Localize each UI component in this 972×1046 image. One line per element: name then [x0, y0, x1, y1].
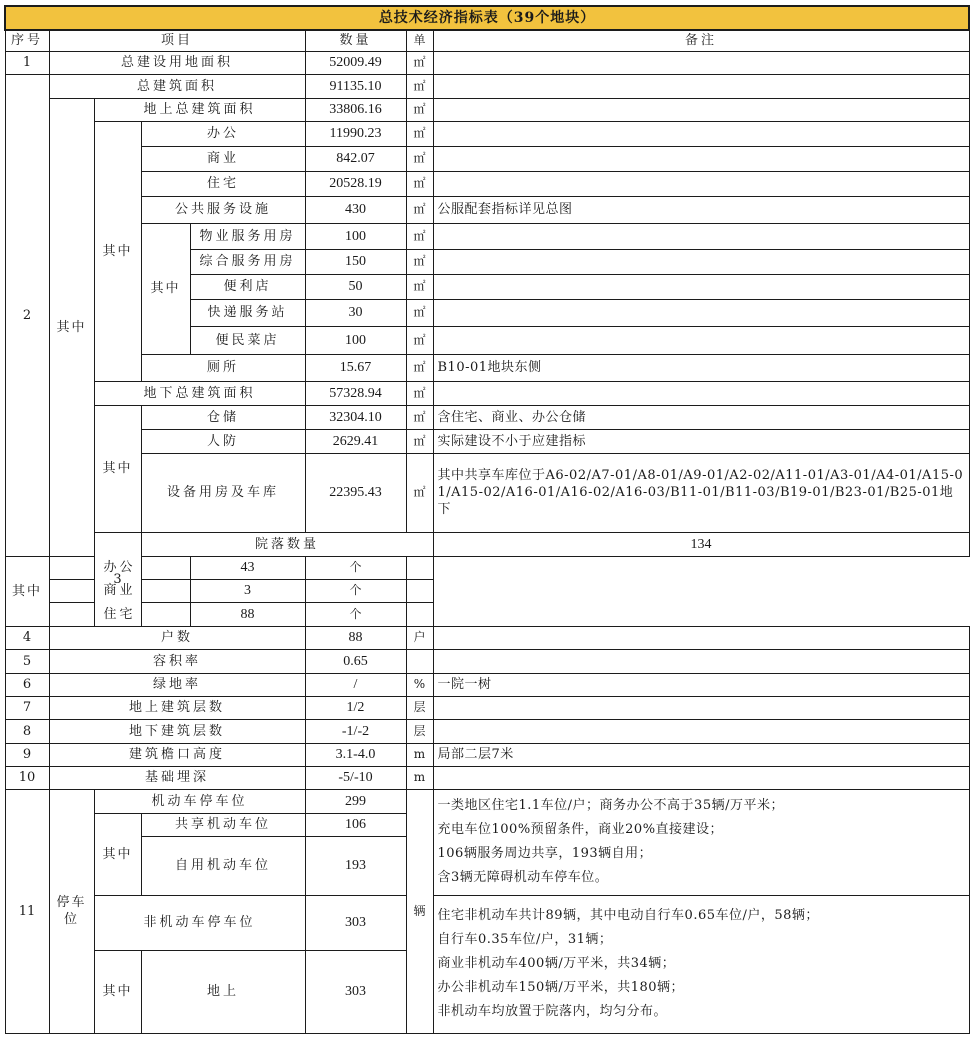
- row-quantity[interactable]: 2629.41: [305, 429, 406, 453]
- row-quantity[interactable]: 15.67: [305, 354, 406, 381]
- row-unit[interactable]: %: [406, 673, 433, 696]
- table-row: [5, 579, 969, 602]
- table-row: [5, 381, 969, 405]
- row-quantity[interactable]: 32304.10: [305, 405, 406, 429]
- row-unit[interactable]: ㎡: [406, 121, 433, 146]
- header-index[interactable]: 序号: [5, 30, 49, 51]
- row-index[interactable]: 9: [5, 743, 49, 766]
- row-unit[interactable]: ㎡: [406, 146, 433, 171]
- row-note[interactable]: 含住宅、商业、办公仓储: [433, 405, 969, 429]
- row-unit[interactable]: m: [406, 766, 433, 789]
- row-unit[interactable]: 层: [406, 696, 433, 719]
- row-unit[interactable]: ㎡: [406, 196, 433, 223]
- note-line: 含3辆无障碍机动车停车位。: [437, 870, 609, 885]
- row-unit[interactable]: [406, 649, 433, 673]
- table-row: [5, 74, 969, 98]
- header-note[interactable]: 备注: [433, 30, 969, 51]
- economic-indicators-table: [4, 5, 970, 1034]
- row-item[interactable]: 商业: [141, 146, 305, 171]
- table-row: [5, 354, 969, 381]
- row-quantity[interactable]: 106: [305, 813, 406, 836]
- row-note[interactable]: [433, 649, 969, 673]
- spreadsheet-view: [4, 5, 968, 1034]
- row-item[interactable]: 自用机动车位: [141, 836, 305, 895]
- row-unit[interactable]: 户: [406, 626, 433, 649]
- row-unit[interactable]: ㎡: [406, 354, 433, 381]
- table-row: [5, 121, 969, 146]
- table-row: [5, 649, 969, 673]
- row-note[interactable]: 其中共享车库位于A6-02/A7-01/A8-01/A9-01/A2-02/A11-01/A3-01/A4-01/A15-01/A15-02/A16-01/A16-02/A16-03/B11-01/B11-03/B19-01/B23-01/B25-01地下: [433, 453, 969, 532]
- row-item[interactable]: 地上: [141, 950, 305, 1033]
- row-item[interactable]: 非机动车停车位: [94, 895, 305, 950]
- row-item[interactable]: 物业服务用房: [190, 223, 305, 249]
- row-note[interactable]: [433, 249, 969, 274]
- row-note[interactable]: [433, 326, 969, 354]
- row-item[interactable]: 地上总建筑面积: [94, 98, 305, 121]
- row-item[interactable]: 商业: [49, 579, 190, 602]
- row-quantity[interactable]: 11990.23: [305, 121, 406, 146]
- row-item[interactable]: 厕所: [141, 354, 305, 381]
- sub-label[interactable]: 其中: [94, 950, 141, 1033]
- sub-label[interactable]: 其中: [49, 98, 94, 556]
- note-line: 商业非机动车400辆/万平米，共34辆；: [437, 956, 676, 971]
- table-row: [5, 196, 969, 223]
- row-quantity[interactable]: 303: [305, 895, 406, 950]
- header-unit[interactable]: 单: [406, 30, 433, 51]
- row-note[interactable]: [433, 719, 969, 743]
- row-index[interactable]: 6: [5, 673, 49, 696]
- row-item[interactable]: 住宅: [49, 602, 190, 626]
- row-unit[interactable]: ㎡: [406, 274, 433, 299]
- row-index[interactable]: 1: [5, 51, 49, 74]
- row-quantity[interactable]: 50: [305, 274, 406, 299]
- row-note[interactable]: [433, 696, 969, 719]
- note-line: 自行车0.35车位/户，31辆；: [437, 932, 613, 947]
- row-quantity[interactable]: 88: [190, 602, 305, 626]
- row-item[interactable]: 仓储: [141, 405, 305, 429]
- table-row: [5, 532, 969, 556]
- row-quantity[interactable]: 100: [305, 223, 406, 249]
- row-unit[interactable]: 个: [305, 602, 406, 626]
- header-row: [5, 30, 969, 51]
- row-item[interactable]: 办公: [49, 556, 190, 579]
- row-quantity[interactable]: -1/-2: [305, 719, 406, 743]
- table-row: [5, 789, 969, 813]
- nonmotor-notes[interactable]: [433, 895, 969, 1033]
- sub-label[interactable]: 其中: [94, 813, 141, 895]
- row-unit[interactable]: ㎡: [406, 381, 433, 405]
- sub-label[interactable]: 其中: [94, 121, 141, 381]
- row-item[interactable]: 院落数量: [141, 532, 433, 556]
- note-line: 106辆服务周边共享，193辆自用；: [437, 846, 653, 861]
- row-index[interactable]: 10: [5, 766, 49, 789]
- table-row: [5, 895, 969, 950]
- row-note[interactable]: [433, 274, 969, 299]
- table-row: [5, 626, 969, 649]
- row-quantity[interactable]: 430: [305, 196, 406, 223]
- row-note[interactable]: B10-01地块东侧: [433, 354, 969, 381]
- table-row: [5, 673, 969, 696]
- row-item[interactable]: 地下建筑层数: [49, 719, 305, 743]
- row-item[interactable]: 机动车停车位: [94, 789, 305, 813]
- row-quantity[interactable]: 52009.49: [305, 51, 406, 74]
- row-quantity[interactable]: 22395.43: [305, 453, 406, 532]
- row-index[interactable]: 5: [5, 649, 49, 673]
- row-quantity[interactable]: 0.65: [305, 649, 406, 673]
- row-item[interactable]: 地上建筑层数: [49, 696, 305, 719]
- group-label[interactable]: 停车位: [49, 789, 94, 1033]
- row-item[interactable]: 地下总建筑面积: [94, 381, 305, 405]
- row-item[interactable]: 综合服务用房: [190, 249, 305, 274]
- row-quantity[interactable]: 134: [433, 532, 969, 556]
- row-unit[interactable]: ㎡: [406, 51, 433, 74]
- row-item[interactable]: 便利店: [190, 274, 305, 299]
- row-note[interactable]: 公服配套指标详见总图: [433, 196, 969, 223]
- row-note[interactable]: 一院一树: [433, 673, 969, 696]
- note-line: 一类地区住宅1.1车位/户；商务办公不高于35辆/万平米；: [437, 798, 784, 813]
- row-index[interactable]: 3: [94, 532, 141, 626]
- row-item[interactable]: 总建设用地面积: [49, 51, 305, 74]
- row-note[interactable]: [406, 602, 433, 626]
- row-unit[interactable]: m: [406, 743, 433, 766]
- table-row: [5, 743, 969, 766]
- row-quantity[interactable]: 842.07: [305, 146, 406, 171]
- row-note[interactable]: [433, 171, 969, 196]
- row-index[interactable]: 7: [5, 696, 49, 719]
- row-quantity[interactable]: 43: [190, 556, 305, 579]
- row-note[interactable]: [433, 626, 969, 649]
- row-quantity[interactable]: 3.1-4.0: [305, 743, 406, 766]
- row-quantity[interactable]: 3: [190, 579, 305, 602]
- header-quantity[interactable]: 数量: [305, 30, 406, 51]
- row-item[interactable]: 共享机动车位: [141, 813, 305, 836]
- table-title[interactable]: 总技术经济指标表（39个地块）: [5, 6, 969, 30]
- motor-notes[interactable]: [433, 789, 969, 895]
- table-row: [5, 98, 969, 121]
- row-note[interactable]: [433, 51, 969, 74]
- row-note[interactable]: [433, 98, 969, 121]
- table-row: [5, 171, 969, 196]
- row-index[interactable]: 8: [5, 719, 49, 743]
- row-note[interactable]: [433, 223, 969, 249]
- table-row: [5, 146, 969, 171]
- row-note[interactable]: [433, 381, 969, 405]
- row-note[interactable]: [433, 121, 969, 146]
- row-note[interactable]: 局部二层7米: [433, 743, 969, 766]
- row-quantity[interactable]: 100: [305, 326, 406, 354]
- row-unit[interactable]: ㎡: [406, 223, 433, 249]
- row-quantity[interactable]: 91135.10: [305, 74, 406, 98]
- row-item[interactable]: 户数: [49, 626, 305, 649]
- row-unit[interactable]: 个: [305, 579, 406, 602]
- row-unit[interactable]: ㎡: [406, 453, 433, 532]
- sub-label[interactable]: 其中: [141, 223, 190, 354]
- sub-label[interactable]: 其中: [94, 405, 141, 532]
- row-unit[interactable]: ㎡: [406, 326, 433, 354]
- note-line: 办公非机动车150辆/万平米，共180辆；: [437, 980, 685, 995]
- row-quantity[interactable]: 20528.19: [305, 171, 406, 196]
- row-quantity[interactable]: 30: [305, 299, 406, 326]
- row-index[interactable]: 11: [5, 789, 49, 1033]
- row-quantity[interactable]: 88: [305, 626, 406, 649]
- table-row: [5, 51, 969, 74]
- row-quantity[interactable]: 303: [305, 950, 406, 1033]
- row-item[interactable]: 设备用房及车库: [141, 453, 305, 532]
- note-line: 充电车位100%预留条件，商业20%直接建设；: [437, 822, 724, 837]
- row-unit[interactable]: ㎡: [406, 429, 433, 453]
- table-row: [5, 556, 969, 579]
- row-item[interactable]: 办公: [141, 121, 305, 146]
- table-row: [5, 719, 969, 743]
- row-item[interactable]: 绿地率: [49, 673, 305, 696]
- table-row: [5, 602, 969, 626]
- row-quantity[interactable]: 193: [305, 836, 406, 895]
- row-unit[interactable]: ㎡: [406, 171, 433, 196]
- table-row: [5, 696, 969, 719]
- row-quantity[interactable]: 33806.16: [305, 98, 406, 121]
- row-unit[interactable]: ㎡: [406, 249, 433, 274]
- row-unit[interactable]: ㎡: [406, 98, 433, 121]
- table-row: [5, 429, 969, 453]
- row-item[interactable]: 快递服务站: [190, 299, 305, 326]
- row-note[interactable]: [433, 74, 969, 98]
- row-unit[interactable]: 辆: [406, 789, 433, 1033]
- row-unit[interactable]: ㎡: [406, 299, 433, 326]
- row-quantity[interactable]: 150: [305, 249, 406, 274]
- row-item[interactable]: 容积率: [49, 649, 305, 673]
- row-quantity[interactable]: 1/2: [305, 696, 406, 719]
- row-quantity[interactable]: 299: [305, 789, 406, 813]
- row-note[interactable]: [433, 146, 969, 171]
- row-item[interactable]: 基础埋深: [49, 766, 305, 789]
- note-line: 住宅非机动车共计89辆，其中电动自行车0.65车位/户，58辆；: [437, 908, 819, 923]
- row-quantity[interactable]: /: [305, 673, 406, 696]
- row-note[interactable]: 实际建设不小于应建指标: [433, 429, 969, 453]
- row-item[interactable]: 建筑檐口高度: [49, 743, 305, 766]
- row-unit[interactable]: 层: [406, 719, 433, 743]
- table-row: [5, 223, 969, 249]
- row-unit[interactable]: ㎡: [406, 405, 433, 429]
- note-line: 非机动车均放置于院落内，均匀分布。: [437, 1004, 668, 1019]
- row-item[interactable]: 住宅: [141, 171, 305, 196]
- row-note[interactable]: [433, 299, 969, 326]
- row-note[interactable]: [406, 556, 433, 579]
- table-row: [5, 453, 969, 532]
- row-quantity[interactable]: -5/-10: [305, 766, 406, 789]
- header-item[interactable]: 项目: [49, 30, 305, 51]
- table-row: [5, 766, 969, 789]
- row-index[interactable]: 4: [5, 626, 49, 649]
- row-unit[interactable]: 个: [305, 556, 406, 579]
- row-index[interactable]: 2: [5, 74, 49, 556]
- sub-label[interactable]: 其中: [5, 556, 49, 626]
- row-item[interactable]: 总建筑面积: [49, 74, 305, 98]
- row-note[interactable]: [433, 766, 969, 789]
- row-item[interactable]: 便民菜店: [190, 326, 305, 354]
- row-quantity[interactable]: 57328.94: [305, 381, 406, 405]
- table-row: [5, 405, 969, 429]
- row-note[interactable]: [406, 579, 433, 602]
- row-unit[interactable]: ㎡: [406, 74, 433, 98]
- row-item[interactable]: 公共服务设施: [141, 196, 305, 223]
- row-item[interactable]: 人防: [141, 429, 305, 453]
